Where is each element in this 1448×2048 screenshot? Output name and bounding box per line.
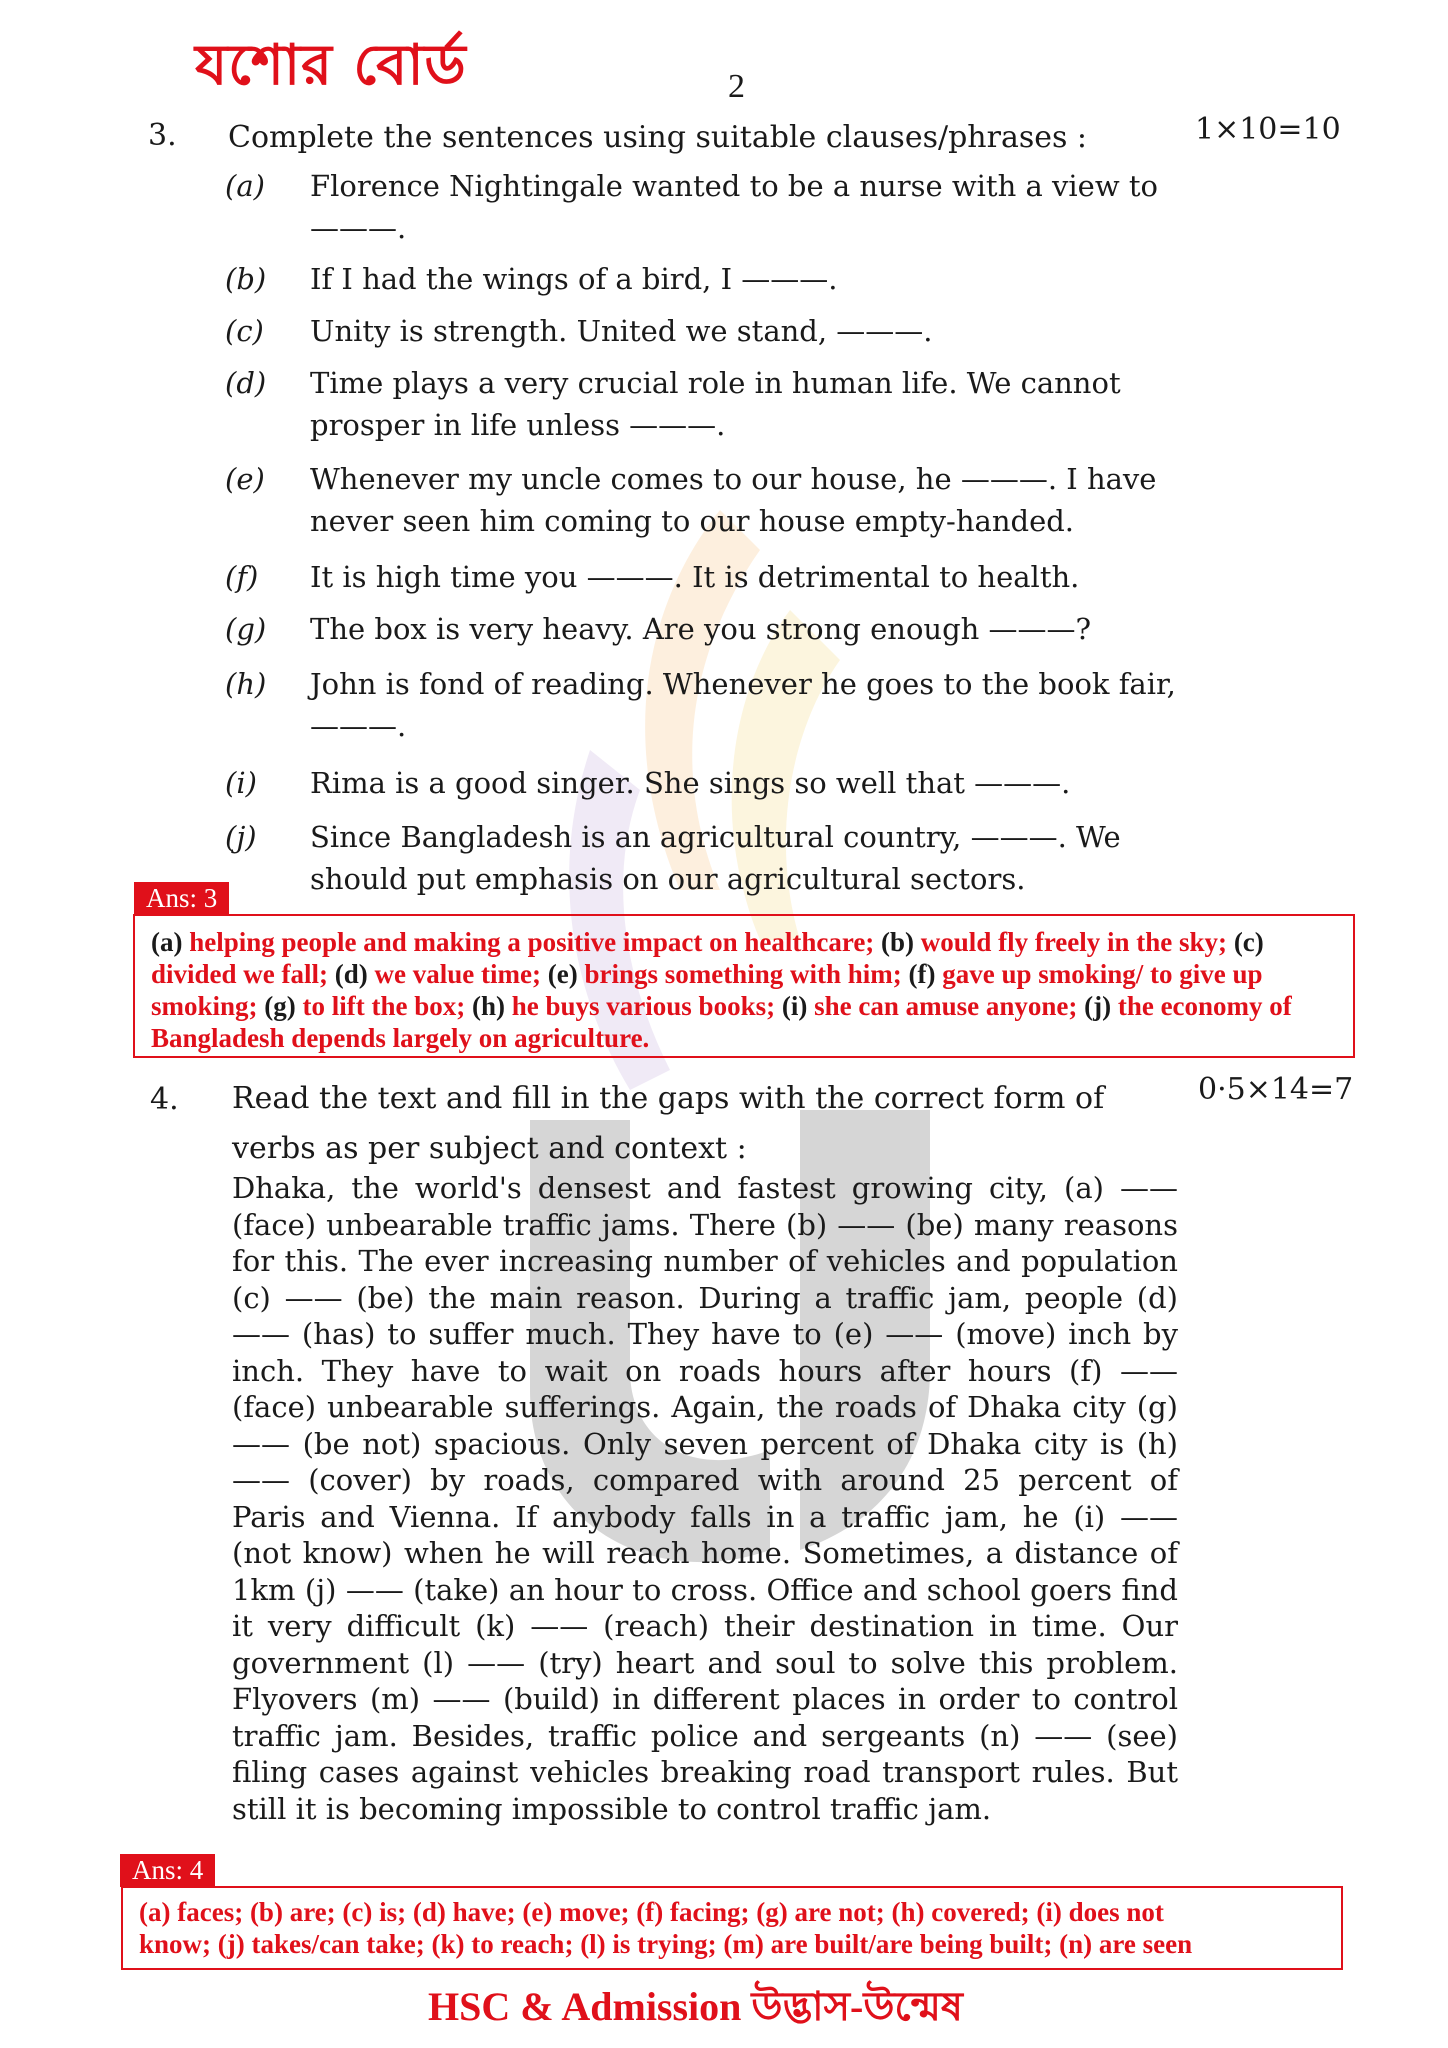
question-3-number: 3. (148, 118, 177, 153)
item-text: It is high time you ———. It is detrimental to health. (310, 560, 1080, 594)
question-4-marks: 0·5×14=7 (1198, 1072, 1354, 1107)
item-text: Whenever my uncle comes to our house, he ———. I have never seen him coming to our house empty-handed. (310, 462, 1157, 538)
item-label: (g) (225, 612, 267, 646)
q3-item-a (225, 165, 1205, 249)
answer-key: (h) (472, 991, 505, 1021)
item-label: (c) (225, 314, 264, 348)
answer-value: she can amuse anyone; (814, 991, 1078, 1021)
item-text: John is fond of reading. Whenever he goes to the book fair, ———. (310, 667, 1176, 743)
item-text: If I had the wings of a bird, I ———. (310, 262, 838, 296)
page-number: 2 (728, 68, 745, 105)
board-title: যশোর বোর্ড (195, 33, 467, 98)
answer-value: gave up smoking/ to give up smoking; (151, 959, 1263, 1021)
question-4-number: 4. (150, 1082, 179, 1117)
answer-4-line-2: know; (j) takes/can take; (k) to reach; (l) is trying; (m) are built/are being built; (n) are seen (139, 1929, 1193, 1959)
item-label: (f) (225, 560, 259, 594)
answer-3-tag: Ans: 3 (134, 882, 229, 915)
answer-value: helping people and making a positive impact on healthcare; (189, 927, 875, 957)
item-text: Since Bangladesh is an agricultural country, ———. We should put emphasis on our agricultural sectors. (310, 820, 1121, 896)
answer-value: the economy of Bangladesh depends largely on agriculture. (151, 991, 1292, 1053)
item-label: (b) (225, 262, 267, 296)
answer-key: (f) (908, 959, 936, 989)
item-label: (e) (225, 462, 265, 496)
answer-key: (e) (547, 959, 578, 989)
answer-value: brings something with him; (584, 959, 902, 989)
answer-value: we value time; (374, 959, 541, 989)
answer-key: (g) (264, 991, 296, 1021)
answer-4-line-1: (a) faces; (b) are; (c) is; (d) have; (e) move; (f) facing; (g) are not; (h) covered; (i) does not (139, 1897, 1164, 1927)
footer-brand: HSC & Admission উদ্ভাস-উন্মেষ (428, 1984, 963, 2029)
question-3-instruction: Complete the sentences using suitable clauses/phrases : (228, 120, 1088, 155)
answer-key: (c) (1233, 927, 1264, 957)
question-3-marks: 1×10=10 (1195, 112, 1341, 147)
answer-value: divided we fall; (151, 959, 329, 989)
item-label: (h) (225, 667, 267, 701)
item-text: Rima is a good singer. She sings so well that ———. (310, 766, 1071, 800)
item-label: (j) (225, 820, 257, 854)
item-label: (i) (225, 766, 257, 800)
item-text: Florence Nightingale wanted to be a nurse with a view to ———. (310, 169, 1158, 245)
answer-value: he buys various books; (511, 991, 776, 1021)
answer-3-box (133, 914, 1355, 1058)
item-text: Unity is strength. United we stand, ———. (310, 314, 933, 348)
item-text: The box is very heavy. Are you strong enough ———? (310, 612, 1092, 646)
answer-value: would fly freely in the sky; (920, 927, 1228, 957)
answer-4-tag: Ans: 4 (120, 1854, 215, 1887)
answer-key: (b) (881, 927, 915, 957)
q4-passage: Dhaka, the world's densest and fastest growing city, (a) —— (face) unbearable traffic jams. There (b) —— (be) many reasons for this. The ever increasing number of vehicles and population (c) —— (be) the main reason. During a traffic jam, people (d) —— (has) to suffer much. They have to (e) —— (move) inch by inch. They have to wait on roads hours after hours (f) —— (face) unbearable sufferings. Again, the roads of Dhaka city (g) —— (be not) spacious. Only seven percent of Dhaka city is (h) —— (cover) by roads, compared with around 25 percent of Paris and Vienna. If anybody falls in a traffic jam, he (i) —— (not know) when he will reach home. Sometimes, a distance of 1km (j) —— (take) an hour to cross. Office and school goers find it very difficult (k) —— (reach) their destination in time. Our government (l) —— (try) heart and soul to solve this problem. Flyovers (m) —— (build) in different places in order to control traffic jam. Besides, traffic police and sergeants (n) —— (see) filing cases against vehicles breaking road transport rules. But still it is becoming impossible to control traffic jam. (232, 1171, 1178, 1826)
answer-4-box (121, 1886, 1343, 1970)
answer-key: (j) (1084, 991, 1112, 1021)
item-label: (a) (225, 169, 265, 203)
item-label: (d) (225, 366, 267, 400)
question-4-instruction: Read the text and fill in the gaps with the correct form of verbs as per subject and context : (232, 1081, 1105, 1166)
answer-value: to lift the box; (302, 991, 466, 1021)
answer-key: (a) (151, 927, 183, 957)
answer-key: (i) (781, 991, 808, 1021)
item-text: Time plays a very crucial role in human life. We cannot prosper in life unless ———. (310, 366, 1121, 442)
answer-key: (d) (334, 959, 368, 989)
